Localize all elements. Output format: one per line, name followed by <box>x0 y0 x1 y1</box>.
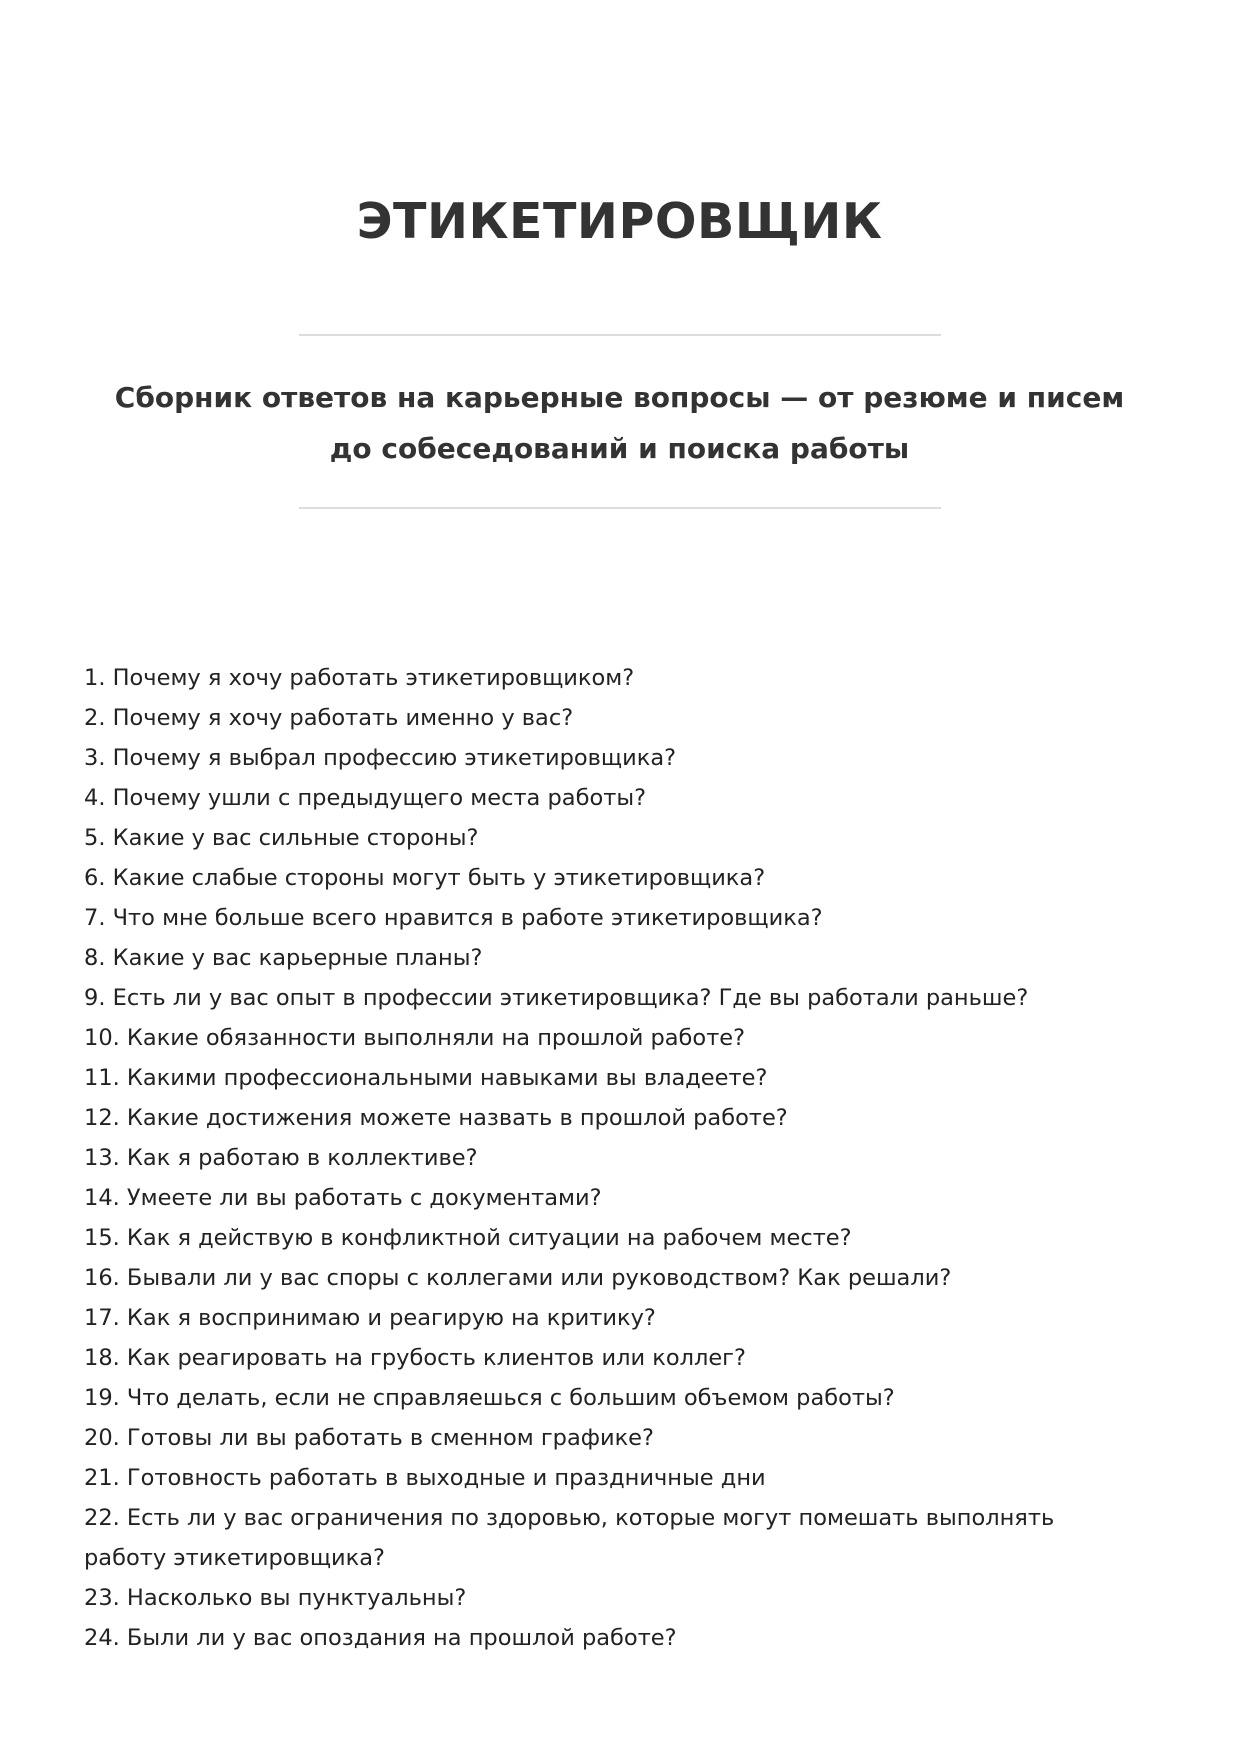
question-item: 19. Что делать, если не справляешься с большим объемом работы? <box>84 1385 895 1411</box>
question-item: 2. Почему я хочу работать именно у вас? <box>84 705 574 731</box>
question-item: 13. Как я работаю в коллективе? <box>84 1145 478 1171</box>
divider-top <box>299 334 941 336</box>
question-item: 5. Какие у вас сильные стороны? <box>84 825 479 851</box>
question-item: 3. Почему я выбрал профессию этикетировщика? <box>84 745 677 771</box>
page-title: ЭТИКЕТИРОВЩИК <box>356 193 883 250</box>
divider-bottom <box>299 507 941 509</box>
question-item: 21. Готовность работать в выходные и праздничные дни <box>84 1465 766 1491</box>
question-item: 24. Были ли у вас опоздания на прошлой работе? <box>84 1625 677 1651</box>
question-item: 7. Что мне больше всего нравится в работе этикетировщика? <box>84 905 823 931</box>
question-item: 20. Готовы ли вы работать в сменном графике? <box>84 1425 654 1451</box>
question-item: 1. Почему я хочу работать этикетировщиком? <box>84 665 635 691</box>
question-item: 14. Умеете ли вы работать с документами? <box>84 1185 602 1211</box>
question-item: 18. Как реагировать на грубость клиентов или коллег? <box>84 1345 746 1371</box>
question-item: 22. Есть ли у вас ограничения по здоровью, которые могут помешать выполнять работу этикетировщика? <box>84 1505 1055 1571</box>
question-item: 23. Насколько вы пунктуальны? <box>84 1585 467 1611</box>
question-item: 10. Какие обязанности выполняли на прошлой работе? <box>84 1025 746 1051</box>
questions-list <box>84 658 1114 1658</box>
question-item: 11. Какими профессиональными навыками вы владеете? <box>84 1065 768 1091</box>
question-item: 6. Какие слабые стороны могут быть у этикетировщика? <box>84 865 766 891</box>
page-subtitle: Сборник ответов на карьерные вопросы — от резюме и писем до собеседований и поиска работы <box>114 381 1125 465</box>
question-item: 9. Есть ли у вас опыт в профессии этикетировщика? Где вы работали раньше? <box>84 985 1029 1011</box>
question-item: 17. Как я воспринимаю и реагирую на критику? <box>84 1305 656 1331</box>
question-item: 12. Какие достижения можете назвать в прошлой работе? <box>84 1105 788 1131</box>
question-item: 8. Какие у вас карьерные планы? <box>84 945 483 971</box>
question-item: 15. Как я действую в конфликтной ситуации на рабочем месте? <box>84 1225 852 1251</box>
question-item: 16. Бывали ли у вас споры с коллегами или руководством? Как решали? <box>84 1265 952 1291</box>
question-item: 4. Почему ушли с предыдущего места работы? <box>84 785 647 811</box>
